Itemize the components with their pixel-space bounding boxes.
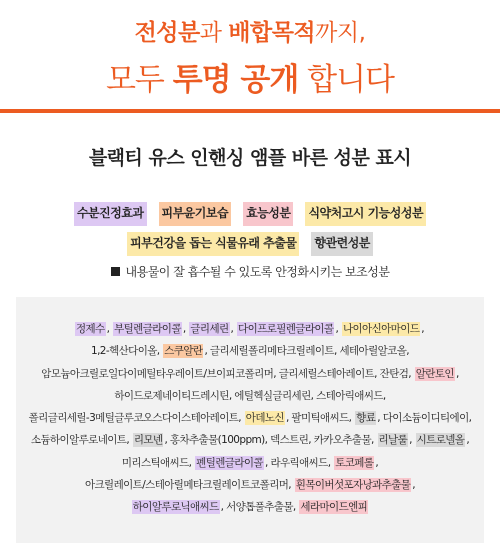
headline-segment: 합니다 xyxy=(298,62,395,98)
ingredient-text: 폴리글리세릴-3메틸글루코오스다이스테아레이트, xyxy=(28,412,244,425)
ingredient-text: 아크릴레이트/스테아릴메타크릴레이트코폴리머, xyxy=(84,479,294,492)
ingredient-line xyxy=(0,452,500,474)
legend-tag: 효능성분 xyxy=(243,202,293,226)
highlighted-ingredient: 정제수 xyxy=(75,323,105,335)
ingredient-line xyxy=(0,407,500,429)
highlighted-ingredient: 향료 xyxy=(356,412,376,425)
legend-tag: 피부건강을 돕는 식물유래 추출물 xyxy=(127,232,299,256)
stabilizer-note xyxy=(0,263,500,280)
ingredient-text: , xyxy=(335,323,341,335)
hero-banner xyxy=(0,0,500,113)
section-title: 블랙티 유스 인핸싱 앰플 바른 성분 표시 xyxy=(88,147,412,169)
ingredient-text: 1,2-헥산다이올, xyxy=(90,345,163,358)
ingredient-line xyxy=(0,474,500,496)
legend-tag: 수분진정효과 xyxy=(74,202,147,226)
ingredient-text: 미리스틱애씨드, xyxy=(121,456,195,469)
legend-row xyxy=(0,232,500,256)
highlighted-ingredient: 하이알루로닉애씨드 xyxy=(132,501,219,514)
ingredient-text: , 서양톱풀추출물, xyxy=(220,501,299,514)
ingredient-text: , xyxy=(409,434,415,447)
headline-segment: 까지, xyxy=(315,20,366,46)
ingredient-line xyxy=(0,363,500,385)
ingredient-text: , xyxy=(375,456,379,469)
highlighted-ingredient: 부틸렌글라이콜 xyxy=(114,323,181,335)
ingredient-line xyxy=(0,496,500,518)
ingredient-text: , xyxy=(106,323,113,335)
ingredient-text: , xyxy=(412,479,416,492)
headline-segment: 배합목적 xyxy=(228,20,316,46)
headline-segment: 전성분 xyxy=(134,20,200,46)
ingredient-text: , xyxy=(182,323,189,335)
legend-tag: 피부윤기보습 xyxy=(159,202,232,226)
highlighted-ingredient: 다이프로필렌글라이콜 xyxy=(238,323,334,335)
hero-headline-line2 xyxy=(0,54,500,99)
ingredient-text: , 라우릭애씨드, xyxy=(264,456,334,469)
ingredient-text: 암모늄아크릴로일다이메틸타우레이트/브이피코폴리머, 글리세릴스테아레이트, 잔탄검, xyxy=(41,367,414,380)
headline-segment: 과 xyxy=(199,20,229,46)
highlighted-ingredient: 나이아신아마이드 xyxy=(342,323,420,335)
legend-row xyxy=(0,202,500,226)
highlighted-ingredient: 흰목이버섯포자낭과추출물 xyxy=(295,479,411,492)
ingredient-line xyxy=(0,318,500,340)
ingredient-text: 하이드로제네이티드레시틴, 에틸헥실글리세린, 스테아릭애씨드, xyxy=(114,389,386,402)
legend-tag: 식약처고시 기능성성분 xyxy=(305,202,426,226)
ingredient-text: , xyxy=(466,434,470,447)
black-square-icon xyxy=(111,267,120,276)
highlighted-ingredient: 글리세린 xyxy=(190,323,229,335)
highlighted-ingredient: 세라마이드엔피 xyxy=(300,501,368,514)
ingredient-legend xyxy=(0,202,500,262)
highlighted-ingredient: 알란토인 xyxy=(415,367,454,380)
ingredient-line xyxy=(0,429,500,451)
ingredient-text: , 글리세릴폴리메타크릴레이트, 세테아릴알코올, xyxy=(204,345,409,358)
stabilizer-note-text: 내용물이 잘 흡수될 수 있도록 안정화시키는 보조성분 xyxy=(125,265,390,279)
highlighted-ingredient: 스쿠알란 xyxy=(164,345,203,358)
highlighted-ingredient: 리날룰 xyxy=(378,434,408,447)
ingredient-text: , 홍차추출물(100ppm), 덱스트린, 카카오추출물, xyxy=(164,434,377,447)
ingredients-list xyxy=(0,318,500,519)
highlighted-ingredient: 토코페롤 xyxy=(335,456,374,469)
ingredient-text: , xyxy=(421,323,425,335)
headline-segment: 모두 xyxy=(105,62,173,98)
hero-divider xyxy=(0,109,500,113)
headline-segment: 투명 공개 xyxy=(172,62,299,98)
highlighted-ingredient: 리모넨 xyxy=(133,434,163,447)
ingredient-text: , xyxy=(230,323,237,335)
ingredient-line xyxy=(0,340,500,362)
highlighted-ingredient: 펜틸렌글라이콜 xyxy=(196,456,263,469)
ingredient-text: , 다이소듐이디티에이, xyxy=(377,412,472,425)
highlighted-ingredient: 아데노신 xyxy=(245,412,284,425)
ingredient-text: , xyxy=(455,367,459,380)
legend-tag: 향관련성분 xyxy=(311,232,372,256)
hero-headline-line1 xyxy=(0,14,500,47)
ingredient-line xyxy=(0,385,500,407)
ingredient-text: 소듐하이알루로네이트, xyxy=(30,434,132,447)
ingredient-text: , 팔미틱애씨드, xyxy=(285,412,355,425)
highlighted-ingredient: 시트로넬올 xyxy=(416,434,465,447)
